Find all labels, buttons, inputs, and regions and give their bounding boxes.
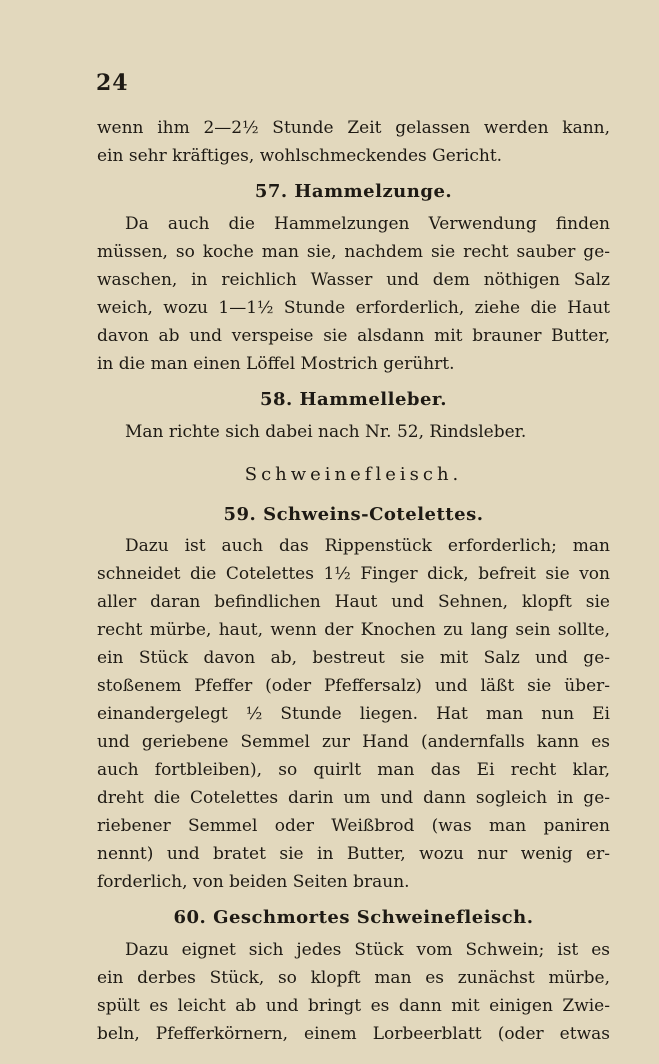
text-line: stoßenem Pfeffer (oder Pfeffersalz) und läßt sie über-	[97, 676, 610, 696]
text-line: spült es leicht ab und bringt es dann mit einigen Zwie-	[97, 996, 610, 1016]
text-line: und geriebene Semmel zur Hand (andernfalls kann es	[97, 732, 610, 752]
text-line: wenn ihm 2—2½ Stunde Zeit gelassen werden kann,	[97, 118, 610, 138]
text-line: ein Stück davon ab, bestreut sie mit Salz und ge-	[97, 648, 610, 668]
text-line: nennt) und bratet sie in Butter, wozu nur wenig er-	[97, 844, 610, 864]
text-line: schneidet die Cotelettes 1½ Finger dick, befreit sie von	[97, 564, 610, 584]
section-title: Schweinefleisch.	[244, 464, 463, 485]
text-line: müssen, so koche man sie, nachdem sie recht sauber ge-	[97, 242, 610, 262]
text-line: dreht die Cotelettes darin um und dann sogleich in ge-	[97, 788, 610, 808]
text-line: Dazu eignet sich jedes Stück vom Schwein; ist es	[125, 940, 610, 960]
text-line: auch fortbleiben), so quirlt man das Ei recht klar,	[97, 760, 610, 780]
text-line: aller daran befindlichen Haut und Sehnen, klopft sie	[97, 592, 610, 612]
recipe-heading-57: 57. Hammelzunge.	[254, 181, 453, 202]
recipe-heading-59: 59. Schweins-Cotelettes.	[223, 504, 484, 525]
recipe-heading-60: 60. Geschmortes Schweinefleisch.	[173, 907, 534, 928]
text-line: recht mürbe, haut, wenn der Knochen zu lang sein sollte,	[97, 620, 610, 640]
text-line: forderlich, von beiden Seiten braun.	[97, 872, 410, 892]
text-line: beln, Pfefferkörnern, einem Lorbeerblatt (oder etwas	[97, 1024, 610, 1044]
text-line: Dazu ist auch das Rippenstück erforderlich; man	[125, 536, 610, 556]
text-line: Man richte sich dabei nach Nr. 52, Rindsleber.	[125, 422, 527, 442]
text-line: in die man einen Löffel Mostrich gerührt.	[97, 354, 455, 374]
text-line: Da auch die Hammelzungen Verwendung finden	[125, 214, 610, 234]
text-line: ein sehr kräftiges, wohlschmeckendes Gericht.	[97, 146, 503, 166]
text-line: riebener Semmel oder Weißbrod (was man paniren	[97, 816, 610, 836]
text-line: ein derbes Stück, so klopft man es zunächst mürbe,	[97, 968, 610, 988]
recipe-heading-58: 58. Hammelleber.	[259, 389, 448, 410]
page-number: 24	[96, 70, 129, 96]
text-line: waschen, in reichlich Wasser und dem nöthigen Salz	[97, 270, 610, 290]
text-line: einandergelegt ½ Stunde liegen. Hat man nun Ei	[97, 704, 610, 724]
text-line: davon ab und verspeise sie alsdann mit brauner Butter,	[97, 326, 610, 346]
page-content	[97, 114, 610, 1048]
text-line: weich, wozu 1—1½ Stunde erforderlich, ziehe die Haut	[97, 298, 610, 318]
